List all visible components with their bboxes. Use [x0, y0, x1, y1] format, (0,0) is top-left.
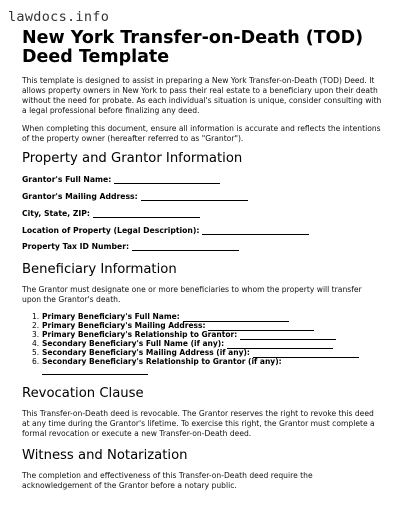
list-item: 3. Primary Beneficiary's Relationship to Grantor:	[32, 331, 359, 340]
list-item: 2. Primary Beneficiary's Mailing Address:	[32, 322, 359, 331]
blank-line	[240, 332, 336, 340]
section-heading-witness: Witness and Notarization	[22, 448, 188, 463]
intro-paragraph: This template is designed to assist in preparing a New York Transfer-on-Death (TOD) Deed. It allows property owners in New York to pass their real estate to a beneficiary upon their death without the need for probate. As each individual's situation is unique, consider consulting with a legal professional before finalizing any deed.	[22, 76, 382, 116]
intro-paragraph-2: When completing this document, ensure all information is accurate and reflects the intentions of the property owner (hereafter referred to as "Grantor").	[22, 124, 381, 144]
revocation-paragraph: This Transfer-on-Death deed is revocable. The Grantor reserves the right to revoke this deed at any time during the Grantor's lifetime. To exercise this right, the Grantor must complete a formal revocation or execute a new Transfer-on-Death deed.	[22, 409, 375, 439]
section-heading-revocation: Revocation Clause	[22, 386, 144, 401]
site-name: lawdocs.info	[8, 9, 110, 25]
field-grantor-name	[22, 175, 220, 184]
field-property-location	[22, 226, 309, 235]
beneficiary-list	[32, 313, 359, 375]
list-item: 4. Secondary Beneficiary's Full Name (if any):	[32, 340, 359, 349]
field-label: Location of Property (Legal Description):	[22, 226, 200, 235]
blank-line	[132, 243, 239, 251]
document-title: New York Transfer-on-Death (TOD) Deed Template	[22, 28, 364, 67]
list-item: 6. Secondary Beneficiary's Relationship to Grantor (if any):	[32, 356, 282, 366]
field-city-state-zip	[22, 209, 200, 218]
blank-line	[141, 193, 248, 201]
blank-line	[42, 367, 148, 375]
field-grantor-address	[22, 192, 248, 201]
blank-line	[93, 210, 200, 218]
list-item: 5. Secondary Beneficiary's Mailing Address (if any):	[32, 349, 359, 358]
section-heading-beneficiary: Beneficiary Information	[22, 262, 177, 277]
field-label: Grantor's Full Name:	[22, 175, 112, 184]
field-label: City, State, ZIP:	[22, 209, 90, 218]
list-item: 1. Primary Beneficiary's Full Name:	[32, 313, 359, 322]
beneficiary-paragraph: The Grantor must designate one or more beneficiaries to whom the property will transfer upon the Grantor's death.	[22, 285, 362, 305]
field-label: Property Tax ID Number:	[22, 242, 130, 251]
blank-line	[202, 227, 309, 235]
list-item-continuation	[32, 366, 359, 375]
field-label: Grantor's Mailing Address:	[22, 192, 138, 201]
blank-line	[114, 176, 220, 184]
section-heading-property: Property and Grantor Information	[22, 151, 243, 166]
field-tax-id	[22, 242, 239, 251]
witness-paragraph: The completion and effectiveness of this Transfer-on-Death deed require the acknowledgement of the Grantor before a notary public.	[22, 471, 313, 491]
